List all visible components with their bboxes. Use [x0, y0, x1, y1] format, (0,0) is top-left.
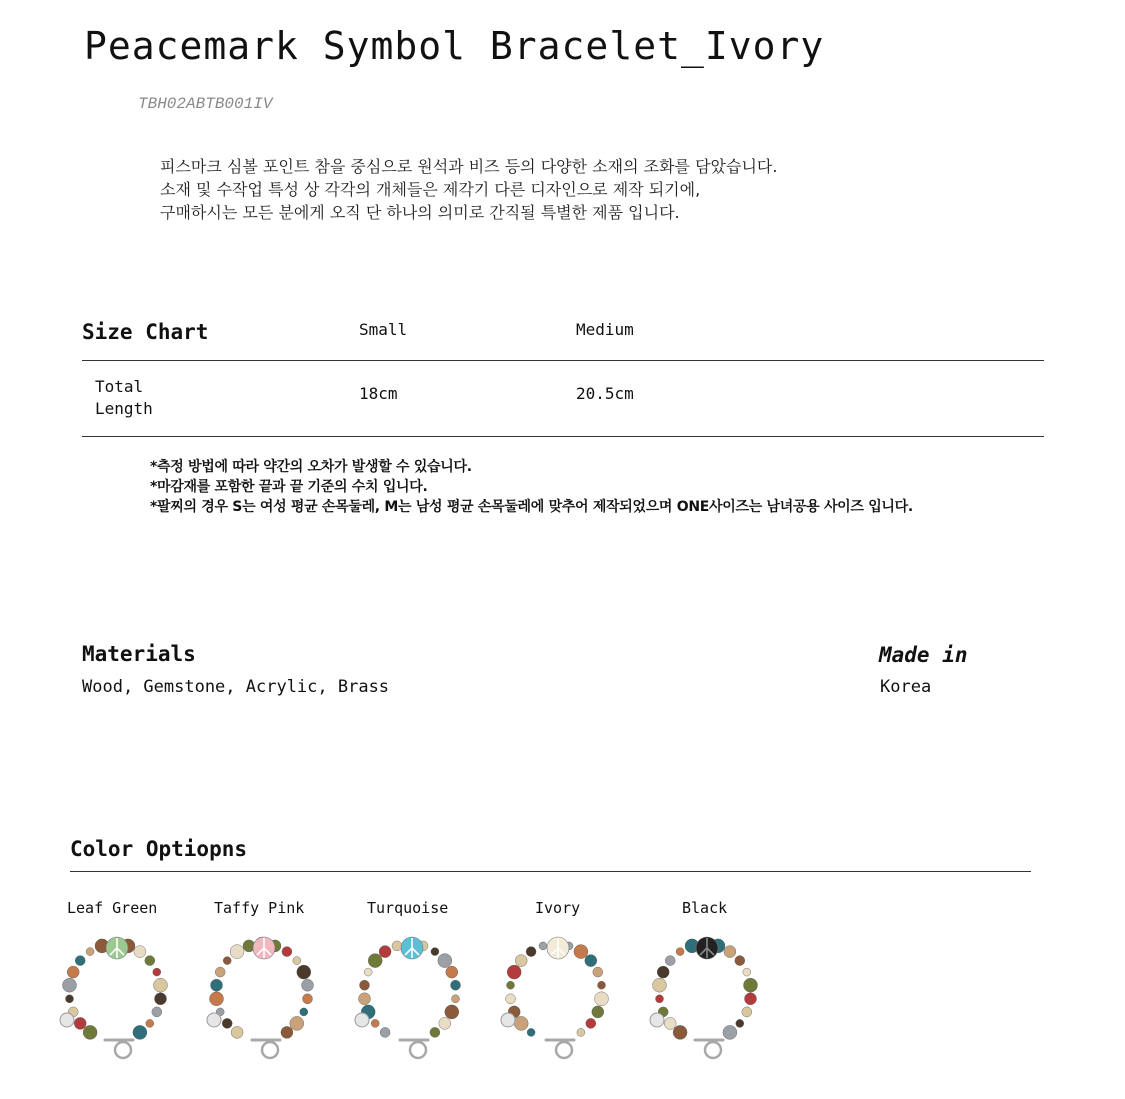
color-option-label[interactable]: Black: [682, 899, 728, 917]
bracelet-image[interactable]: [202, 930, 322, 1070]
description-line: 피스마크 심볼 포인트 참을 중심으로 원석과 비즈 등의 다양한 소재의 조화를 담았습니다.: [160, 157, 778, 176]
bead: [133, 1025, 147, 1039]
size-row-label: [95, 376, 153, 420]
size-row-label-line: Total: [95, 377, 144, 396]
bead: [585, 955, 597, 967]
color-options-title: Color Optiopns: [70, 837, 248, 861]
bead: [66, 995, 74, 1003]
bead: [673, 1025, 687, 1039]
bead: [83, 1025, 97, 1039]
bracelet-image[interactable]: [55, 930, 175, 1070]
bead: [657, 966, 669, 978]
bead: [146, 1019, 154, 1027]
bead: [743, 968, 751, 976]
bead: [154, 978, 168, 992]
bead: [302, 979, 314, 991]
bead: [211, 979, 223, 991]
note-line: *측정 방법에 따라 약간의 오차가 발생할 수 있습니다.: [150, 459, 472, 475]
bead: [300, 1008, 308, 1016]
bead: [67, 966, 79, 978]
bead: [290, 1016, 304, 1030]
bead: [742, 1007, 752, 1017]
size-value-medium: 20.5cm: [576, 384, 634, 403]
bead: [431, 948, 439, 956]
toggle-clasp-ring-icon: [262, 1042, 278, 1058]
note-line: *팔찌의 경우 S는 여성 평균 손목둘레, M는 남성 평균 손목둘레에 맞추어 제작되었으며 ONE사이즈는 남녀공용 사이즈 입니다.: [150, 499, 913, 515]
bead: [364, 968, 372, 976]
bead: [371, 1019, 379, 1027]
bead: [210, 992, 224, 1006]
bead: [222, 1018, 232, 1028]
description-line: 구매하시는 모든 분에게 오직 단 하나의 의미로 간직될 특별한 제품 입니다.: [160, 203, 680, 222]
color-option-label[interactable]: Ivory: [535, 899, 581, 917]
toggle-clasp-ring-icon: [410, 1042, 426, 1058]
color-options-divider: [70, 871, 1031, 872]
bead: [231, 1026, 243, 1038]
size-row-label-line: Length: [95, 399, 153, 418]
bead: [595, 992, 609, 1006]
color-option-label[interactable]: Leaf Green: [67, 899, 158, 917]
bead: [392, 941, 402, 951]
peace-charm-icon: [696, 937, 718, 959]
bead: [153, 968, 161, 976]
bead: [74, 1017, 86, 1029]
peace-charm-icon: [106, 937, 128, 959]
bead: [451, 980, 461, 990]
bead: [735, 956, 745, 966]
bead: [439, 1017, 451, 1029]
description-line: 소재 및 수작업 특성 상 각각의 개체들은 제각기 다른 디자인으로 제작 되기에,: [160, 180, 701, 199]
bead: [744, 978, 758, 992]
bead: [445, 1005, 459, 1019]
bead: [586, 1018, 596, 1028]
toggle-clasp-ring-icon: [556, 1042, 572, 1058]
bead: [282, 947, 292, 957]
bead: [507, 981, 515, 989]
bead: [653, 978, 667, 992]
size-chart-divider-top: [82, 360, 1044, 361]
toggle-clasp-ring-icon: [115, 1042, 131, 1058]
bead: [514, 1016, 528, 1030]
product-description: [160, 155, 777, 224]
size-column-medium: Medium: [576, 320, 634, 339]
bead: [379, 946, 391, 958]
bead: [297, 965, 311, 979]
bead: [598, 981, 606, 989]
bead: [656, 995, 664, 1003]
peace-charm-icon: [253, 937, 275, 959]
coin-charm-icon: [207, 1013, 221, 1027]
coin-charm-icon: [60, 1013, 74, 1027]
bead: [152, 1007, 162, 1017]
bead: [446, 966, 458, 978]
bracelet-image[interactable]: [645, 930, 765, 1070]
bead: [539, 942, 547, 950]
bead: [359, 993, 371, 1005]
bead: [664, 1017, 676, 1029]
peace-charm-icon: [401, 937, 423, 959]
materials-title: Materials: [82, 642, 196, 666]
color-option-label[interactable]: Taffy Pink: [214, 899, 305, 917]
bead: [223, 957, 231, 965]
bead: [230, 945, 244, 959]
bead: [430, 1027, 440, 1037]
bead: [574, 945, 588, 959]
bead: [592, 1006, 604, 1018]
bead: [303, 994, 313, 1004]
color-option-label[interactable]: Turquoise: [367, 899, 449, 917]
bead: [515, 955, 527, 967]
bead: [63, 978, 77, 992]
note-line: *마감재를 포함한 끝과 끝 기준의 수치 입니다.: [150, 479, 428, 495]
bead: [293, 957, 301, 965]
bead: [577, 1028, 585, 1036]
made-in-value: Korea: [880, 677, 932, 697]
bead: [676, 948, 684, 956]
bead: [368, 954, 382, 968]
bead: [145, 956, 155, 966]
bead: [724, 946, 736, 958]
product-title: Peacemark Symbol Bracelet_Ivory: [84, 24, 825, 68]
size-column-small: Small: [359, 320, 408, 339]
bead: [281, 1026, 293, 1038]
materials-value: Wood, Gemstone, Acrylic, Brass: [82, 677, 390, 697]
bead: [526, 947, 536, 957]
bead: [86, 948, 94, 956]
bead: [745, 993, 757, 1005]
bead: [75, 956, 85, 966]
coin-charm-icon: [355, 1013, 369, 1027]
bead: [723, 1025, 737, 1039]
product-code: TBH02ABTB001IV: [138, 95, 273, 113]
bead: [452, 995, 460, 1003]
bead: [507, 965, 521, 979]
coin-charm-icon: [650, 1013, 664, 1027]
bead: [380, 1027, 390, 1037]
toggle-clasp-ring-icon: [705, 1042, 721, 1058]
bead: [155, 993, 167, 1005]
size-value-small: 18cm: [359, 384, 398, 403]
coin-charm-icon: [501, 1013, 515, 1027]
bead: [438, 954, 452, 968]
measurement-notes: [150, 457, 913, 517]
bead: [593, 967, 603, 977]
bead: [506, 994, 516, 1004]
bead: [134, 946, 146, 958]
size-chart-title: Size Chart: [82, 320, 209, 344]
bead: [665, 956, 675, 966]
peace-charm-icon: [547, 937, 569, 959]
bracelet-image[interactable]: [496, 930, 616, 1070]
bead: [215, 967, 225, 977]
bead: [527, 1028, 535, 1036]
made-in-title: Made in: [879, 643, 968, 667]
size-chart-divider-bottom: [82, 436, 1044, 437]
bracelet-image[interactable]: [350, 930, 470, 1070]
bead: [736, 1019, 744, 1027]
bead: [360, 980, 370, 990]
